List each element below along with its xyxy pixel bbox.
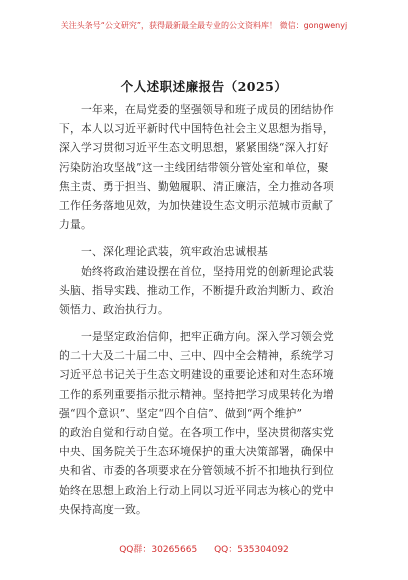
paragraph-line: 的政治自觉和行动自觉。在各项工作中，坚决贯彻落实党 [59, 426, 334, 440]
intro-paragraph [59, 100, 353, 234]
paragraph-line: 中央、国务院关于生态环境保护的重大决策部署，确保中 [59, 445, 334, 459]
header-promo-note: 关注头条号“公文研究”，获得最新最全最专业的公文资料库！ 微信：gongwenyj [60, 21, 348, 30]
section-heading: 一、深化理论武装，筑牢政治忠诚根基 [81, 245, 268, 258]
paragraph-line: 一是坚定政治信仰，把牢正确方向。深入学习领会党 [81, 330, 334, 343]
paragraph-line: 始终将政治建设摆在首位，坚持用党的创新理论武装 [81, 265, 334, 278]
paragraph-line: 一年来，在局党委的坚强领导和班子成员的团结协作 [81, 103, 334, 116]
paragraph-line: 工作任务落地见效，为加快建设生态文明示范城市贡献了 [59, 199, 334, 213]
paragraph-line: 领悟力、政治执行力。 [59, 303, 169, 317]
paragraph-line: 的二十大及二十届二中、三中、四中全会精神，系统学习 [59, 349, 334, 363]
paragraph-line: 下，本人以习近平新时代中国特色社会主义思想为指导， [59, 122, 334, 136]
section-paragraph [59, 262, 353, 320]
paragraph-line: 焦主责、勇于担当、勤勉履职、清正廉洁，全力推动各项 [59, 179, 334, 193]
paragraph-line: 深入学习贯彻习近平生态文明思想，紧紧围绕“深入打好 [59, 141, 329, 155]
paragraph-line: 污染防治攻坚战”这一主线团结带领分管处室和单位，聚 [59, 160, 329, 174]
footer-contact [0, 542, 408, 555]
paragraph-line: 力量。 [59, 218, 92, 232]
paragraph-line: 央和省、市委的各项要求在分管领域不折不扣地执行到位 [59, 464, 334, 478]
paragraph-line: 头脑、指导实践、推动工作，不断提升政治判断力、政治 [59, 284, 334, 298]
paragraph-line: 习近平总书记关于生态文明建设的重要论述和对生态环境 [59, 368, 334, 382]
section-heading-paragraph [59, 242, 353, 261]
body-paragraph [59, 327, 353, 519]
footer-qq-number: QQ：535304092 [214, 545, 289, 555]
document-title: 个人述职述廉报告（2025） [120, 79, 288, 94]
paragraph-line: 工作的系列重要指示批示精神。坚持把学习成果转化为增 [59, 387, 334, 401]
paragraph-line: 央保持高度一致。 [59, 502, 147, 516]
footer-qq-group: QQ群：30265665 [119, 545, 198, 555]
paragraph-line: 强“四个意识”、坚定“四个自信”、做到“两个维护” [59, 406, 303, 420]
paragraph-line: 始终在思想上政治上行动上同以习近平同志为核心的党中 [59, 483, 334, 497]
